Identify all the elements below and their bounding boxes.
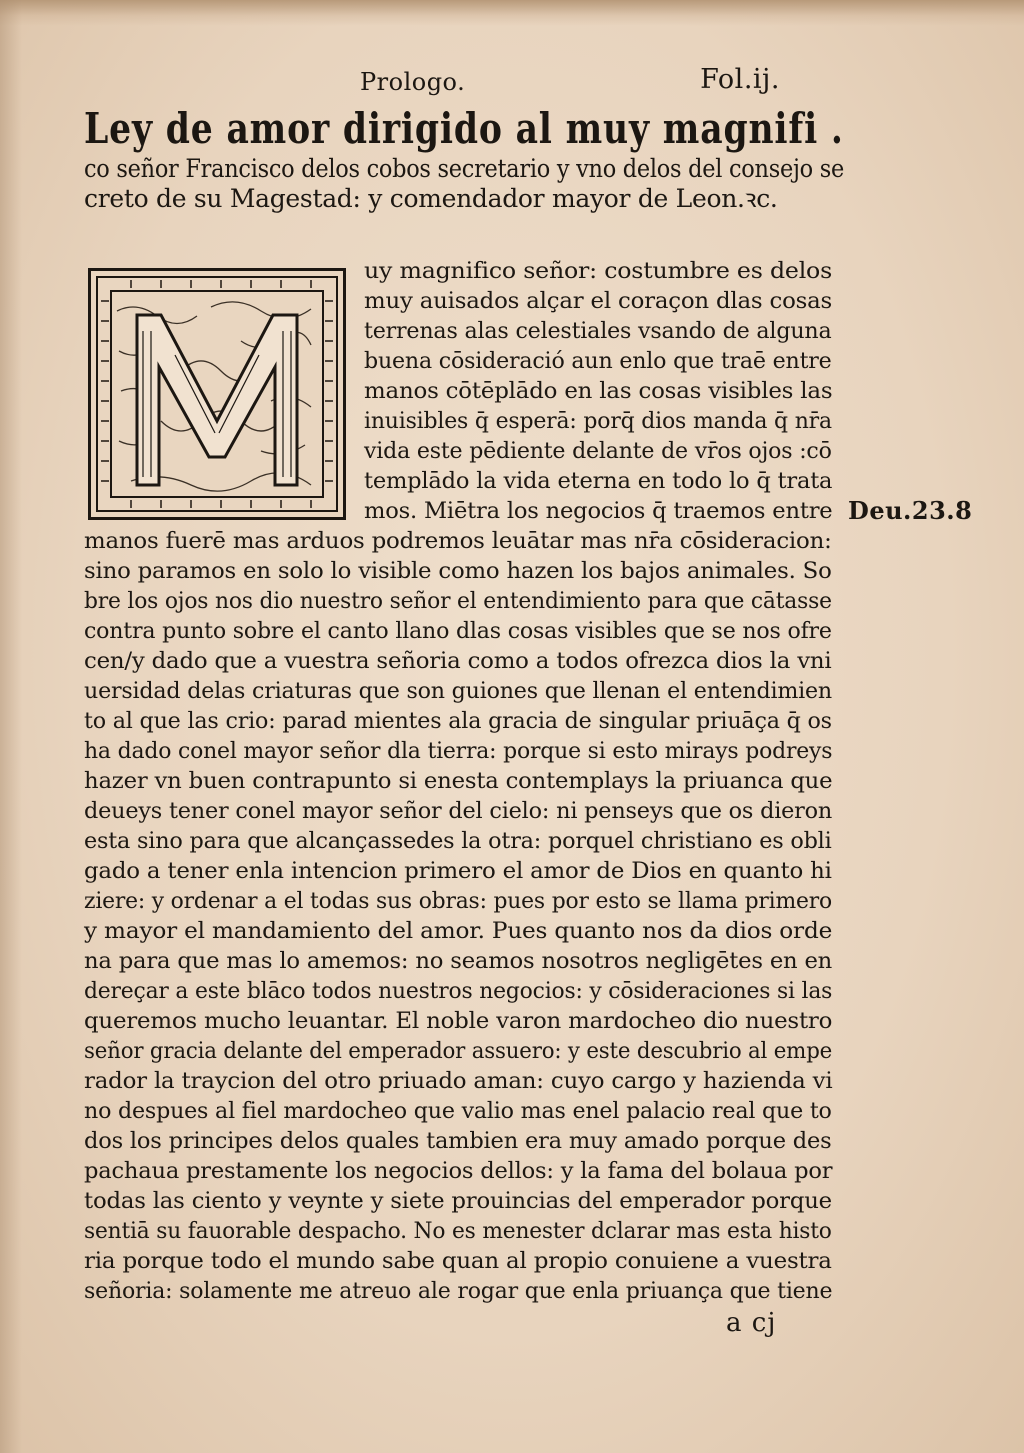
folio-number: Fol.ij. [700,64,780,95]
chapter-title [84,104,844,214]
body-line: uersidad delas criaturas que son guiones que llenan el entendimien [84,678,832,704]
body-line: dos los principes delos quales tambien era muy amado porque des [84,1128,832,1154]
body-line: rador la traycion del otro priuado aman: cuyo cargo y hazienda vi [84,1068,833,1094]
running-head-section: Prologo. [360,68,466,96]
body-line: y mayor el mandamiento del amor. Pues quanto nos da dios orde [84,918,833,944]
body-line: cen/y dado que a vuestra señoria como a todos ofrezca dios la vni [84,648,832,674]
woodcut-initial-m-icon [91,271,343,517]
body-line: hazer vn buen contrapunto si enesta contemplays la priuanca que [84,768,833,794]
body-line: bre los ojos nos dio nuestro señor el entendimiento para que cātasse [84,588,832,614]
body-line: vida este pēdiente delante de vr̄os ojos :cō [364,438,832,464]
title-line: creto de su Magestad: y comendador mayor de Leon.ꝛc. [84,184,778,213]
body-line: sino paramos en solo lo visible como hazen los bajos animales. So [84,558,832,584]
body-line: señor gracia delante del emperador assuero: y este descubrio al empe [84,1038,833,1064]
body-line: pachaua prestamente los negocios dellos: y la fama del bolaua por [84,1158,833,1184]
body-line: mos. Miētra los negocios q̄ traemos entre [364,498,833,524]
body-line: señoria: solamente me atreuo ale rogar que enla priuança que tiene [84,1278,833,1304]
body-line: terrenas alas celestiales vsando de alguna [364,318,832,344]
body-line: na para que mas lo amemos: no seamos nosotros negligētes en en [84,948,833,974]
body-line: dereçar a este blāco todos nuestros negocios: y cōsideraciones si las [84,978,833,1004]
body-line: ria porque todo el mundo sabe quan al propio conuiene a vuestra [84,1248,832,1274]
body-line: uy magnifico señor: costumbre es delos [364,258,833,284]
body-line: muy auisados alçar el coraçon dlas cosas [364,288,833,314]
body-line: manos cōtēplādo en las cosas visibles las [364,378,833,404]
paper-stain-top [0,0,1024,26]
signature-mark: a cj [726,1308,777,1338]
title-line: Ley de amor dirigido al muy magnifi . [84,104,844,153]
decorated-initial [88,268,346,520]
body-line: todas las ciento y veynte y siete prouincias del emperador porque [84,1188,832,1214]
body-line: manos fuerē mas arduos podremos leuātar mas nr̄a cōsideracion: [84,528,832,554]
body-line: ha dado conel mayor señor dla tierra: porque si esto mirays podreys [84,738,833,764]
body-line: templādo la vida eterna en todo lo q̄ trata [364,468,833,494]
paper-stain-left [0,0,22,1453]
body-line: deueys tener conel mayor señor del cielo: ni penseys que os dieron [84,798,833,824]
body-line: contra punto sobre el canto llano dlas cosas visibles que se nos ofre [84,618,832,644]
body-line: inuisibles q̄ esperā: porq̄ dios manda q̄ nr̄a [364,408,832,434]
body-line: esta sino para que alcançassedes la otra: porquel christiano es obli [84,828,832,854]
body-line: sentiā su fauorable despacho. No es menester dclarar mas esta histo [84,1218,832,1244]
body-line: ziere: y ordenar a el todas sus obras: pues por esto se llama primero [84,888,832,914]
body-line: no despues al fiel mardocheo que valio mas enel palacio real que to [84,1098,832,1124]
body-line: buena cōsideració aun enlo que traē entre [364,348,832,374]
body-line: queremos mucho leuantar. El noble varon mardocheo dio nuestro [84,1008,833,1034]
running-head [360,64,780,100]
title-line: co señor Francisco delos cobos secretario y vno delos del consejo se [84,154,844,183]
body-line: to al que las crio: parad mientes ala gracia de singular priuāça q̄ os [84,708,832,734]
marginal-citation: Deu.23.8 [848,496,973,525]
body-line: gado a tener enla intencion primero el amor de Dios en quanto hi [84,858,832,884]
